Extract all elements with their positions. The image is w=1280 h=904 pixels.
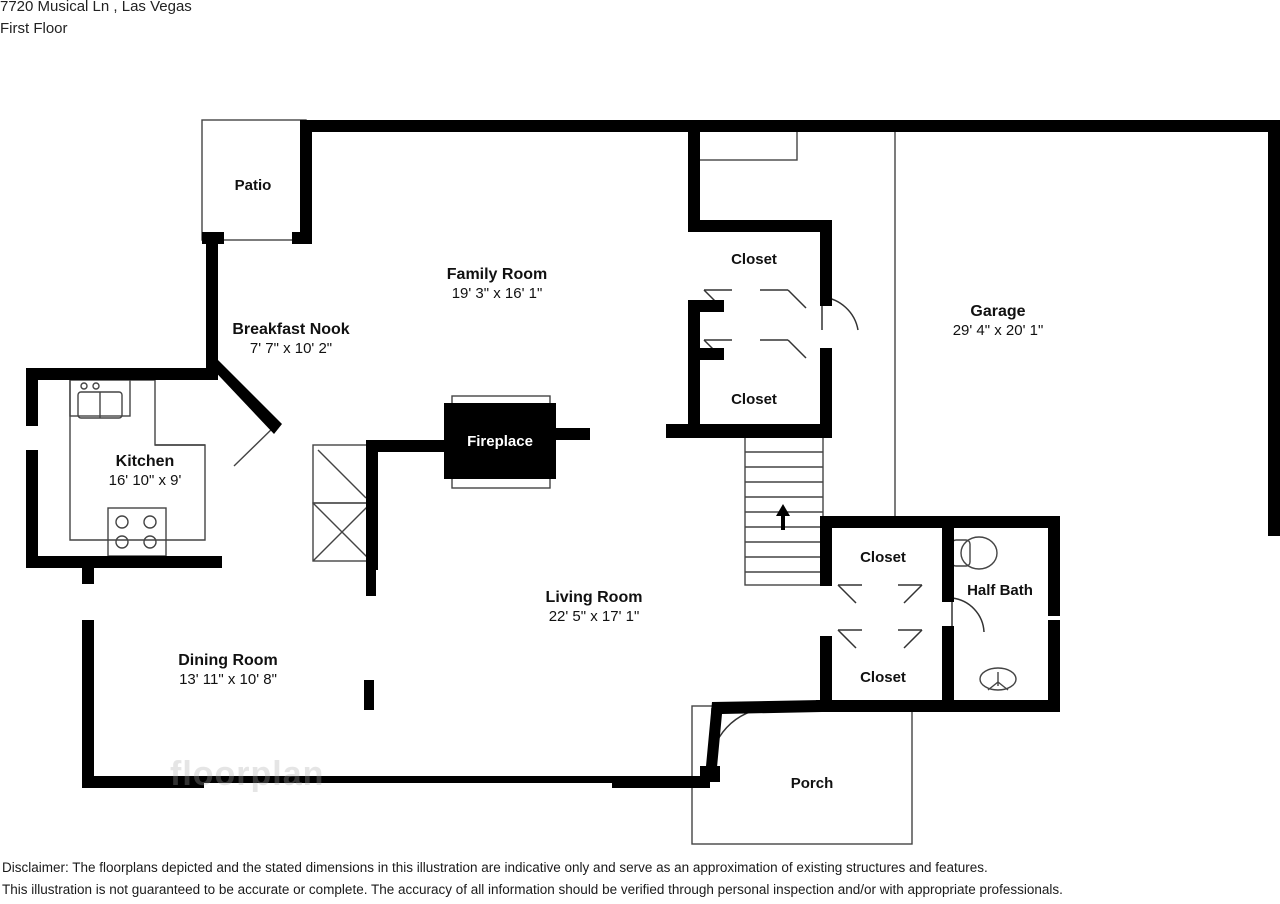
room-label-patio: Patio — [234, 177, 272, 194]
room-label-closet-4: Closet — [860, 669, 906, 686]
room-label-kitchen: Kitchen 16' 10" x 9' — [108, 453, 182, 489]
thin-lines — [70, 120, 1016, 844]
room-label-closet-2: Closet — [731, 391, 777, 408]
stair-direction-arrow — [776, 504, 790, 530]
room-label-garage: Garage 29' 4" x 20' 1" — [952, 303, 1044, 339]
disclaimer-line-2: This illustration is not guaranteed to be accurate or complete. The accuracy of all information should be verified through personal inspection and/or with appropriate professionals. — [2, 882, 1063, 897]
room-label-breakfast-nook: Breakfast Nook 7' 7" x 10' 2" — [232, 321, 350, 357]
room-label-dining-room: Dining Room 13' 11" x 10' 8" — [178, 652, 278, 688]
room-label-fireplace: Fireplace — [467, 433, 533, 450]
room-label-closet-3: Closet — [860, 549, 906, 566]
floor-label: First Floor — [0, 20, 68, 37]
room-label-living-room: Living Room 22' 5" x 17' 1" — [545, 589, 643, 625]
room-label-closet-1: Closet — [731, 251, 777, 268]
disclaimer-line-1: Disclaimer: The floorplans depicted and the stated dimensions in this illustration are indicative only and serve as an approximation of existing structures and features. — [2, 860, 988, 875]
room-label-family-room: Family Room 19' 3" x 16' 1" — [446, 266, 548, 302]
watermark: floorplan — [170, 755, 325, 793]
room-label-half-bath: Half Bath — [967, 582, 1033, 599]
page-title: 7720 Musical Ln , Las Vegas — [0, 0, 192, 15]
room-label-porch: Porch — [790, 775, 834, 792]
